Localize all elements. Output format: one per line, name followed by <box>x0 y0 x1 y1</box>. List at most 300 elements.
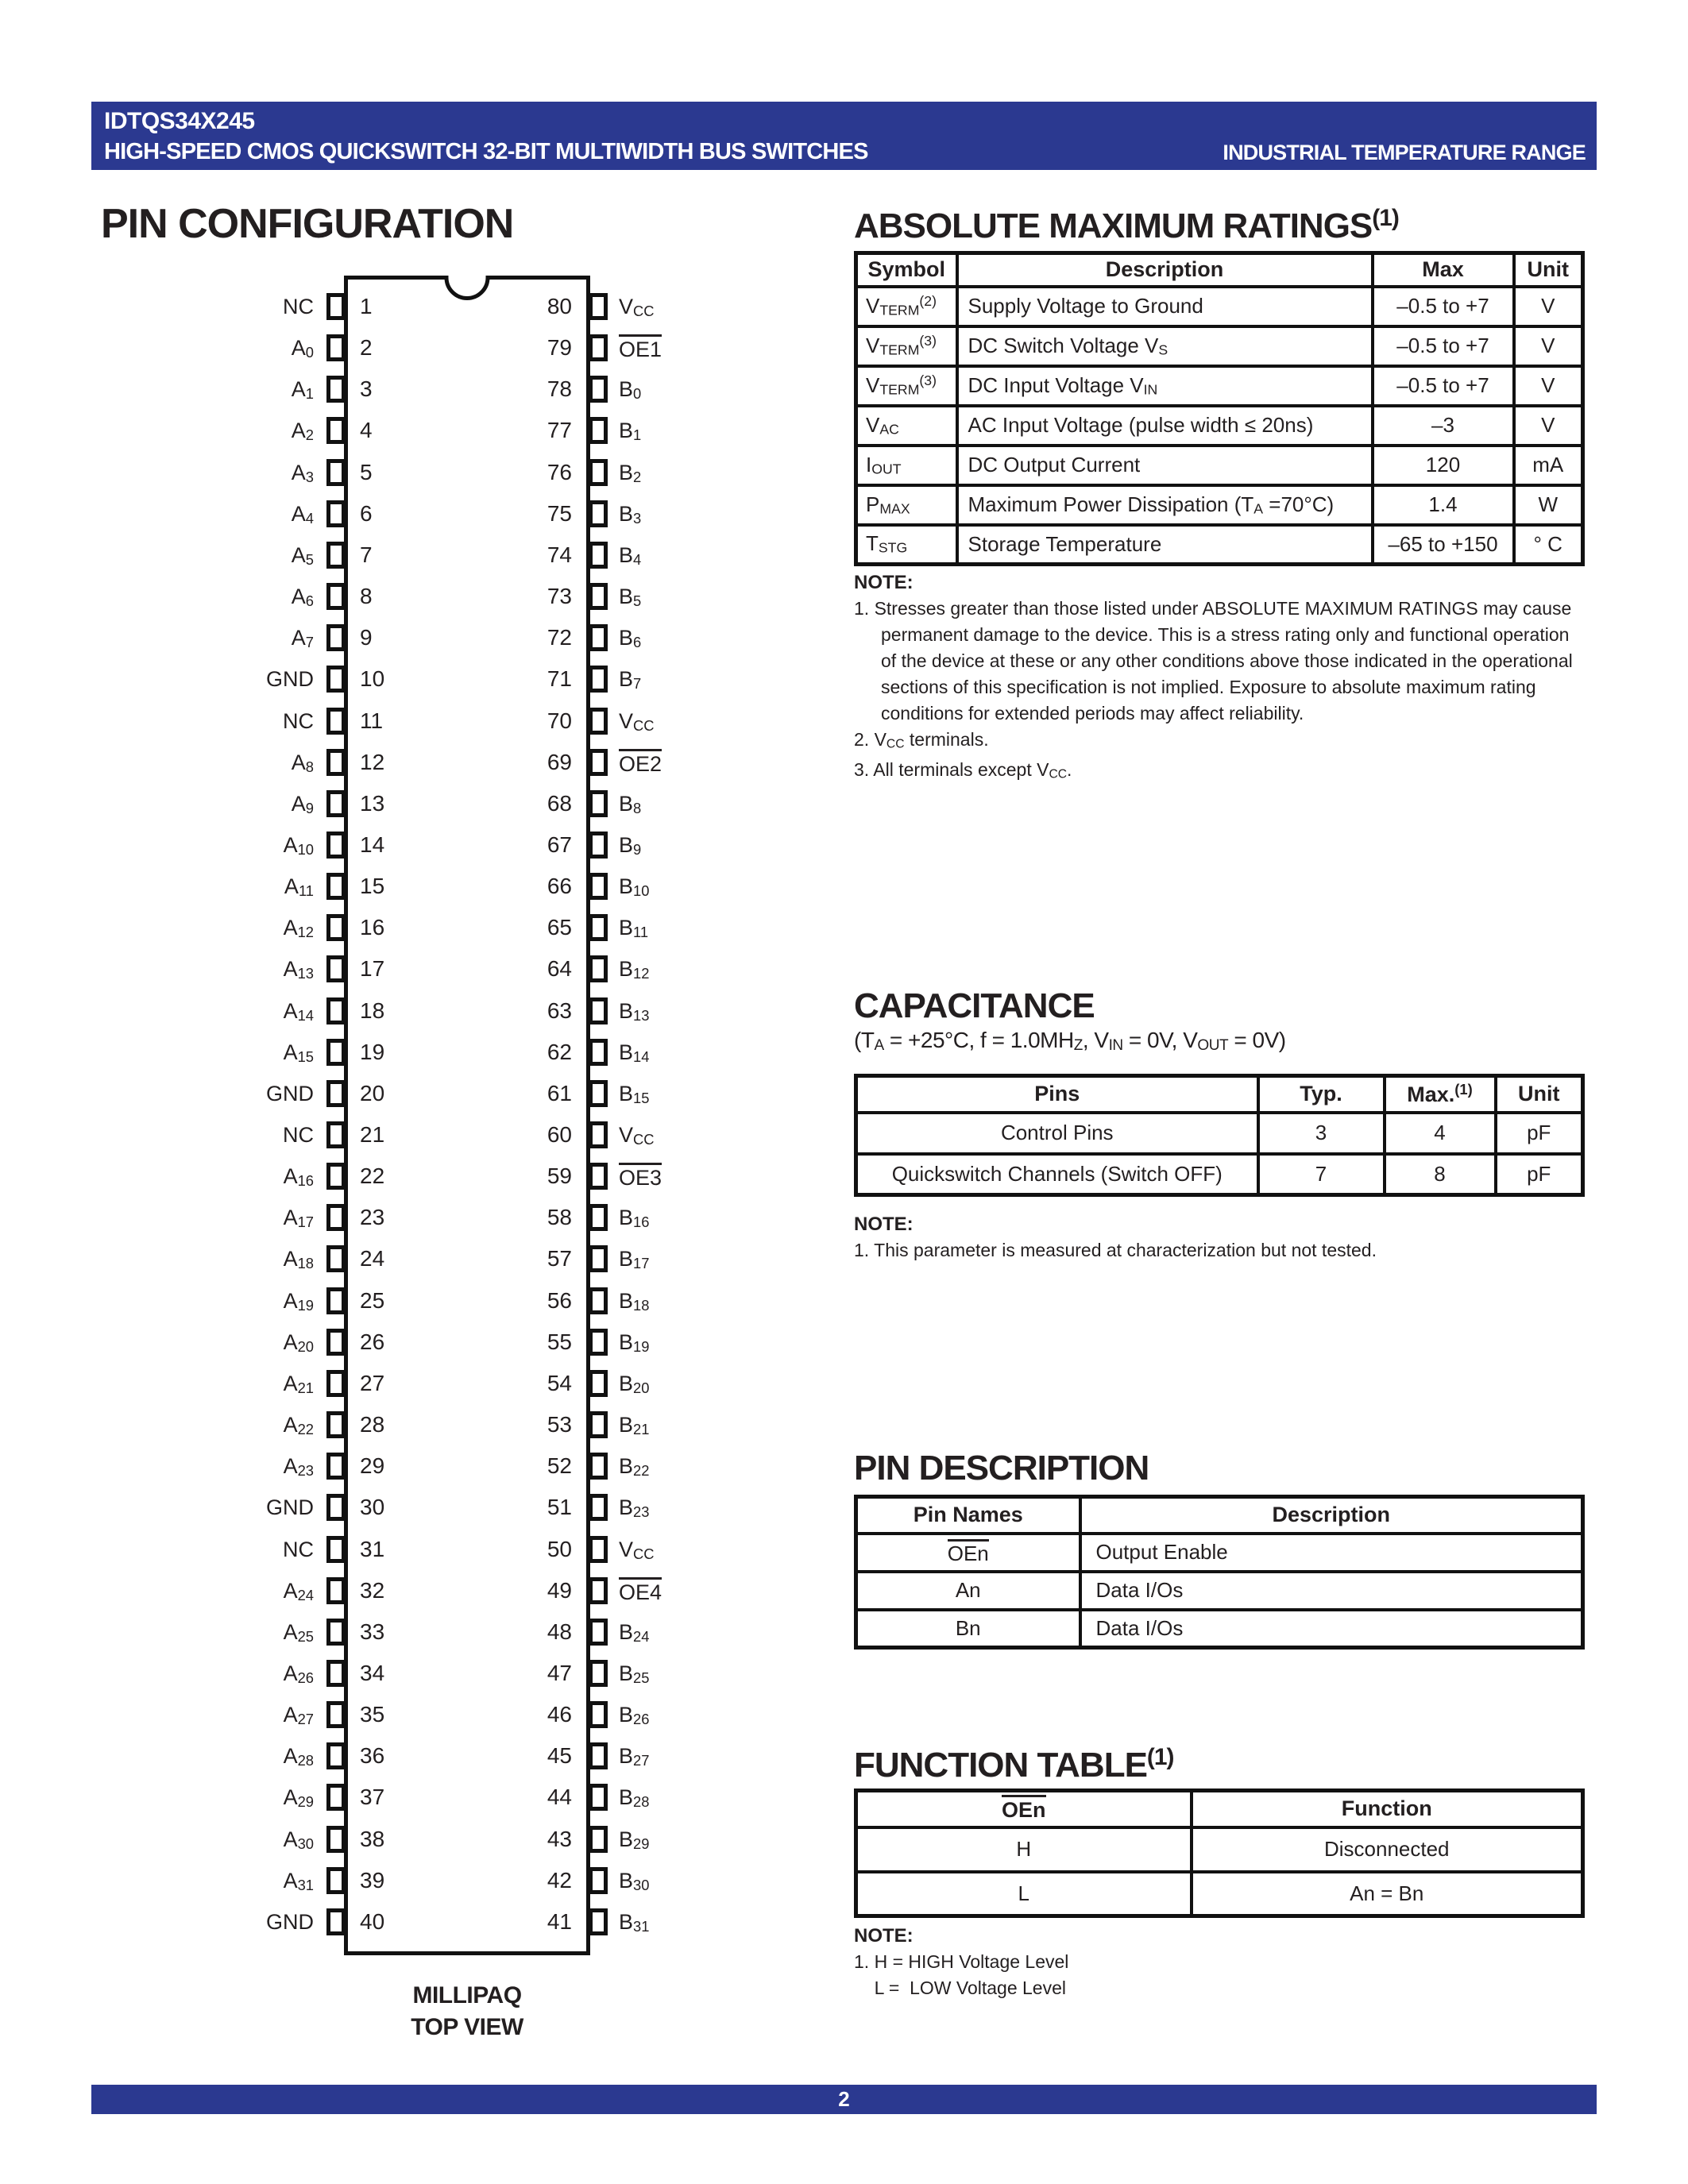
pin-number: 42 <box>547 1868 572 1893</box>
pin-label: B29 <box>619 1827 650 1852</box>
pin-box <box>589 500 608 527</box>
pin-number: 73 <box>547 584 572 608</box>
table-cell: W <box>1514 485 1583 525</box>
pin-number: 65 <box>547 915 572 940</box>
table-cell: VTERM$^{(3)}$ <box>856 366 957 406</box>
table-cell: pF <box>1496 1113 1583 1154</box>
table-cell: TSTG <box>856 525 957 565</box>
table-cell: Maximum Power Dissipation (TA =70°C) <box>957 485 1373 525</box>
table-cell: –0.5 to +7 <box>1373 287 1514 326</box>
pin-number: 54 <box>547 1371 572 1395</box>
pin-box <box>326 417 346 444</box>
pin-box <box>326 542 346 569</box>
pin-number: 45 <box>547 1743 572 1768</box>
pin-number: 20 <box>360 1081 385 1106</box>
pin-box <box>589 293 608 320</box>
pin-number: 40 <box>360 1909 385 1934</box>
table-cell: VTERM$^{(2)}$ <box>856 287 957 326</box>
pin-box <box>326 1908 346 1935</box>
pin-label: A30 <box>283 1827 314 1852</box>
pin-label: A29 <box>283 1785 314 1810</box>
pin-box <box>326 1204 346 1231</box>
pin-label: A15 <box>283 1040 314 1065</box>
table-cell: –0.5 to +7 <box>1373 366 1514 406</box>
column-header: Unit <box>1496 1076 1583 1113</box>
pin-number: 68 <box>547 791 572 816</box>
table-cell: PMAX <box>856 485 957 525</box>
pin-box <box>589 1577 608 1604</box>
pin-number: 28 <box>360 1412 385 1437</box>
pin-box <box>589 1908 608 1935</box>
pin-number: 1 <box>360 294 373 318</box>
pin-box <box>589 1329 608 1356</box>
pin-box <box>589 997 608 1024</box>
pin-label: A16 <box>283 1164 314 1189</box>
column-header: Description <box>1080 1497 1583 1534</box>
pin-label: B21 <box>619 1413 650 1437</box>
pin-box <box>589 914 608 941</box>
pin-label: A14 <box>283 999 314 1024</box>
pin-box <box>589 708 608 735</box>
pin-label: B11 <box>619 916 649 940</box>
pin-number: 74 <box>547 542 572 567</box>
pin-number: 70 <box>547 708 572 733</box>
pin-label: OE3 <box>619 1163 662 1190</box>
pin-box <box>326 1867 346 1894</box>
table-cell: OEn <box>856 1534 1080 1572</box>
table-cell: 7 <box>1258 1154 1385 1195</box>
pin-number: 15 <box>360 874 385 898</box>
pin-box <box>589 666 608 693</box>
pin-label: B12 <box>619 957 650 982</box>
table-row <box>856 446 1583 485</box>
pin-number: 30 <box>360 1495 385 1519</box>
pin-number: 25 <box>360 1288 385 1313</box>
pin-box <box>326 376 346 403</box>
pin-label: B9 <box>619 833 642 858</box>
pin-number: 75 <box>547 501 572 526</box>
pin-label: A25 <box>283 1620 314 1645</box>
pin-box <box>326 1784 346 1811</box>
pin-label: VCC <box>619 1538 655 1562</box>
pin-box <box>326 624 346 651</box>
pin-number: 46 <box>547 1702 572 1727</box>
pin-number: 47 <box>547 1661 572 1685</box>
table-header-row <box>856 1076 1583 1113</box>
pin-number: 11 <box>360 708 384 733</box>
pin-number: 4 <box>360 418 373 442</box>
package-view-label: TOP VIEW <box>411 2014 523 2040</box>
abs-max-ratings-title <box>854 205 1399 246</box>
table-cell: An <box>856 1572 1080 1610</box>
pin-number: 62 <box>547 1040 572 1064</box>
pin-box <box>589 1742 608 1769</box>
pin-label: NC <box>283 295 314 318</box>
table-cell: Supply Voltage to Ground <box>957 287 1373 326</box>
pin-label: B10 <box>619 874 650 899</box>
pin-box <box>326 1039 346 1066</box>
table-row <box>856 1610 1583 1648</box>
pin-box <box>326 1619 346 1646</box>
pin-label: A13 <box>283 957 314 982</box>
pin-number: 14 <box>360 832 385 857</box>
table-row <box>856 287 1583 326</box>
table-row <box>856 1872 1583 1916</box>
pin-box <box>326 1287 346 1314</box>
table-row <box>856 1534 1583 1572</box>
pin-label: VCC <box>619 295 655 319</box>
pin-box <box>589 459 608 486</box>
pin-label: OE2 <box>619 749 662 776</box>
pin-box <box>326 1453 346 1480</box>
pin-label: A17 <box>283 1206 314 1230</box>
table-cell: –65 to +150 <box>1373 525 1514 565</box>
table-cell: 8 <box>1385 1154 1496 1195</box>
function-table-title-text: FUNCTION TABLE <box>854 1745 1147 1785</box>
pin-box <box>589 1121 608 1148</box>
pin-box <box>589 1039 608 1066</box>
table-cell: ° C <box>1514 525 1583 565</box>
pin-label: B5 <box>619 585 642 609</box>
pin-number: 9 <box>360 625 373 650</box>
note-list <box>854 1237 1589 1264</box>
capacitance-title: CAPACITANCE <box>854 986 1095 1025</box>
pin-label: OE4 <box>619 1577 662 1604</box>
pin-box <box>589 1370 608 1397</box>
pin-box <box>589 1660 608 1687</box>
pin-number: 5 <box>360 460 373 484</box>
pin-box <box>589 1163 608 1190</box>
pin-number: 7 <box>360 542 373 567</box>
pin-box <box>589 417 608 444</box>
note-item: 1. H = HIGH Voltage Level <box>854 1951 1069 1972</box>
table-cell: 3 <box>1258 1113 1385 1154</box>
pin-box <box>589 1867 608 1894</box>
pin-box <box>326 1370 346 1397</box>
pin-box <box>589 624 608 651</box>
pin-box <box>589 1287 608 1314</box>
pin-label: A9 <box>291 792 314 816</box>
pin-label: GND <box>266 1082 314 1106</box>
pin-label: A31 <box>283 1869 314 1893</box>
pin-number: 2 <box>360 335 373 360</box>
pin-number: 3 <box>360 376 373 401</box>
table-header-row <box>856 253 1583 287</box>
pin-box <box>326 1411 346 1438</box>
pin-label: B8 <box>619 792 642 816</box>
pin-number: 23 <box>360 1205 385 1229</box>
pin-number: 58 <box>547 1205 572 1229</box>
pin-box <box>326 500 346 527</box>
pin-label: B17 <box>619 1247 650 1271</box>
pin-label: B23 <box>619 1495 650 1520</box>
pin-box <box>589 1826 608 1853</box>
pin-number: 36 <box>360 1743 385 1768</box>
column-header: Description <box>957 253 1373 287</box>
table-row <box>856 1572 1583 1610</box>
pin-label: B0 <box>619 377 642 402</box>
table-row <box>856 485 1583 525</box>
pin-number: 53 <box>547 1412 572 1437</box>
pin-box <box>326 334 346 361</box>
table-cell: IOUT <box>856 446 957 485</box>
table-cell: DC Input Voltage VIN <box>957 366 1373 406</box>
table-cell: 4 <box>1385 1113 1496 1154</box>
pin-label: A28 <box>283 1744 314 1769</box>
pin-box <box>589 1204 608 1231</box>
pin-box <box>589 955 608 982</box>
pin-label: A21 <box>283 1372 314 1396</box>
pin-box <box>326 1660 346 1687</box>
column-header: Unit <box>1514 253 1583 287</box>
pin-configuration-title: PIN CONFIGURATION <box>101 201 514 247</box>
pin-description-table <box>854 1495 1585 1650</box>
pin-box <box>326 708 346 735</box>
pin-box <box>589 1080 608 1107</box>
pin-label: B24 <box>619 1620 650 1645</box>
table-cell: 1.4 <box>1373 485 1514 525</box>
column-header: Typ. <box>1258 1076 1385 1113</box>
table-cell: L <box>856 1872 1192 1916</box>
pin-box <box>326 955 346 982</box>
capacitance-table <box>854 1074 1585 1197</box>
pin-number: 29 <box>360 1453 385 1478</box>
pin-number: 48 <box>547 1619 572 1644</box>
pin-label: VCC <box>619 1123 655 1148</box>
pin-number: 26 <box>360 1329 385 1354</box>
pin-number: 51 <box>547 1495 572 1519</box>
pin-box <box>326 1121 346 1148</box>
note-list <box>854 1949 1589 2001</box>
pin-label: A20 <box>283 1330 314 1355</box>
table-header-row <box>856 1497 1583 1534</box>
table-cell: Disconnected <box>1192 1827 1583 1872</box>
pin-box <box>589 790 608 817</box>
pin-number: 77 <box>547 418 572 442</box>
pin-number: 18 <box>360 998 385 1023</box>
pin-label: A4 <box>291 502 314 527</box>
pin-label: A7 <box>291 626 314 650</box>
pin-label: B1 <box>619 419 642 443</box>
table-cell: Data I/Os <box>1080 1572 1583 1610</box>
pin-label: A10 <box>283 833 314 858</box>
column-header: Max.$^{(1)}$ <box>1385 1076 1496 1113</box>
pin-box <box>326 832 346 859</box>
pin-box <box>589 1453 608 1480</box>
pin-label: B2 <box>619 461 642 485</box>
function-table-title <box>854 1744 1173 1785</box>
note-item: 1. This parameter is measured at characterization but not tested. <box>854 1240 1377 1260</box>
package-name: MILLIPAQ <box>412 1982 522 2008</box>
table-cell: V <box>1514 287 1583 326</box>
pin-number: 80 <box>547 294 572 318</box>
table-row <box>856 366 1583 406</box>
pin-number: 34 <box>360 1661 385 1685</box>
pin-number: 43 <box>547 1827 572 1851</box>
pin-box <box>326 1742 346 1769</box>
pin-box <box>326 1245 346 1272</box>
pin-label: A6 <box>291 585 314 609</box>
pin-box <box>326 583 346 610</box>
pin-label: B26 <box>619 1703 650 1727</box>
abs-max-ratings-note <box>854 572 1589 788</box>
pin-box <box>589 1411 608 1438</box>
pin-box <box>326 459 346 486</box>
pin-number: 78 <box>547 376 572 401</box>
pin-number: 13 <box>360 791 385 816</box>
pin-box <box>589 1619 608 1646</box>
table-cell: VTERM$^{(3)}$ <box>856 326 957 366</box>
column-header: Pins <box>856 1076 1258 1113</box>
pin-box <box>326 997 346 1024</box>
table-row <box>856 326 1583 366</box>
pin-label: B16 <box>619 1206 650 1230</box>
pin-number: 8 <box>360 584 373 608</box>
pin-box <box>589 1536 608 1563</box>
pin-label: B7 <box>619 667 642 692</box>
pin-label: A22 <box>283 1413 314 1437</box>
part-number: IDTQS34X245 <box>104 108 255 134</box>
abs-max-ratings-table <box>854 251 1585 566</box>
pin-number: 76 <box>547 460 572 484</box>
pin-label: A1 <box>291 377 314 402</box>
pin-number: 64 <box>547 956 572 981</box>
pin-box <box>589 749 608 776</box>
page-number: 2 <box>838 2087 850 2111</box>
pin-label: GND <box>266 1910 314 1934</box>
pin-number: 12 <box>360 750 385 774</box>
table-cell: DC Output Current <box>957 446 1373 485</box>
pin-number: 22 <box>360 1163 385 1188</box>
temperature-range: INDUSTRIAL TEMPERATURE RANGE <box>1223 141 1586 164</box>
table-row <box>856 1113 1583 1154</box>
pin-label: B18 <box>619 1289 650 1314</box>
pin-label: B25 <box>619 1661 650 1686</box>
pin-number: 56 <box>547 1288 572 1313</box>
pin-number: 39 <box>360 1868 385 1893</box>
pin-number: 31 <box>360 1537 385 1561</box>
pin-number: 55 <box>547 1329 572 1354</box>
pin-label: A18 <box>283 1247 314 1271</box>
note-item: 3. All terminals except VCC. <box>854 759 1072 781</box>
table-row <box>856 1827 1583 1872</box>
pin-box <box>589 1494 608 1521</box>
pin-box <box>589 1701 608 1728</box>
pin-label: B4 <box>619 543 642 568</box>
pin-label: B31 <box>619 1910 650 1935</box>
pin-label: B30 <box>619 1869 650 1893</box>
capacitance-conditions: (TA = +25°C, f = 1.0MHZ, VIN = 0V, VOUT = 0V) <box>854 1028 1286 1054</box>
abs-max-ratings-title-superscript: (1) <box>1372 205 1399 231</box>
pin-box <box>589 1245 608 1272</box>
table-cell: VAC <box>856 406 957 446</box>
function-table-note <box>854 1925 1589 2001</box>
table-cell: DC Switch Voltage VS <box>957 326 1373 366</box>
note-label: NOTE: <box>854 1925 914 1947</box>
column-header: Symbol <box>856 253 957 287</box>
pin-number: 24 <box>360 1246 385 1271</box>
table-cell: V <box>1514 366 1583 406</box>
pin-box <box>326 1494 346 1521</box>
pin-box <box>326 790 346 817</box>
pin-box <box>326 293 346 320</box>
pin-label: A2 <box>291 419 314 443</box>
pin-box <box>326 1701 346 1728</box>
pin-box <box>326 1163 346 1190</box>
pin-number: 63 <box>547 998 572 1023</box>
pin-number: 27 <box>360 1371 385 1395</box>
pin-number: 79 <box>547 335 572 360</box>
pin-number: 33 <box>360 1619 385 1644</box>
table-row <box>856 406 1583 446</box>
pin-number: 19 <box>360 1040 385 1064</box>
table-cell: Bn <box>856 1610 1080 1648</box>
table-row <box>856 525 1583 565</box>
pin-number: 44 <box>547 1785 572 1809</box>
column-header: Pin Names <box>856 1497 1080 1534</box>
pin-label: A3 <box>291 461 314 485</box>
pin-number: 59 <box>547 1163 572 1188</box>
table-cell: Data I/Os <box>1080 1610 1583 1648</box>
pin-number: 52 <box>547 1453 572 1478</box>
pin-label: B6 <box>619 626 642 650</box>
table-cell: Control Pins <box>856 1113 1258 1154</box>
pin-box <box>589 542 608 569</box>
pin-box <box>589 832 608 859</box>
pin-label: B3 <box>619 502 642 527</box>
pin-number: 37 <box>360 1785 385 1809</box>
pin-box <box>326 1826 346 1853</box>
pin-number: 66 <box>547 874 572 898</box>
table-cell: 120 <box>1373 446 1514 485</box>
pin-number: 32 <box>360 1578 385 1603</box>
pin-number: 6 <box>360 501 373 526</box>
pin-box <box>589 1784 608 1811</box>
pin-label: GND <box>266 1495 314 1519</box>
function-table <box>854 1788 1585 1918</box>
pin-label: A26 <box>283 1661 314 1686</box>
pin-number: 10 <box>360 666 385 691</box>
pin-number: 57 <box>547 1246 572 1271</box>
pin-box <box>589 376 608 403</box>
pin-number: 41 <box>547 1909 572 1934</box>
abs-max-ratings-title-text: ABSOLUTE MAXIMUM RATINGS <box>854 206 1373 245</box>
pin-label: B28 <box>619 1785 650 1810</box>
pin-box <box>326 873 346 900</box>
pin-number: 69 <box>547 750 572 774</box>
table-cell: mA <box>1514 446 1583 485</box>
pin-number: 38 <box>360 1827 385 1851</box>
pin-number: 60 <box>547 1122 572 1147</box>
column-header: Max <box>1373 253 1514 287</box>
pin-box <box>326 1577 346 1604</box>
table-cell: An = Bn <box>1192 1872 1583 1916</box>
pin-number: 17 <box>360 956 385 981</box>
pin-label: GND <box>266 667 314 691</box>
table-cell: –0.5 to +7 <box>1373 326 1514 366</box>
pin-label: A24 <box>283 1579 314 1603</box>
table-row <box>856 1154 1583 1195</box>
pin-number: 16 <box>360 915 385 940</box>
pin-box <box>589 334 608 361</box>
pin-number: 50 <box>547 1537 572 1561</box>
pin-number: 72 <box>547 625 572 650</box>
pin-box <box>326 1536 346 1563</box>
pin-label: B13 <box>619 999 650 1024</box>
table-cell: Output Enable <box>1080 1534 1583 1572</box>
pin-label: A27 <box>283 1703 314 1727</box>
pin-label: B20 <box>619 1372 650 1396</box>
